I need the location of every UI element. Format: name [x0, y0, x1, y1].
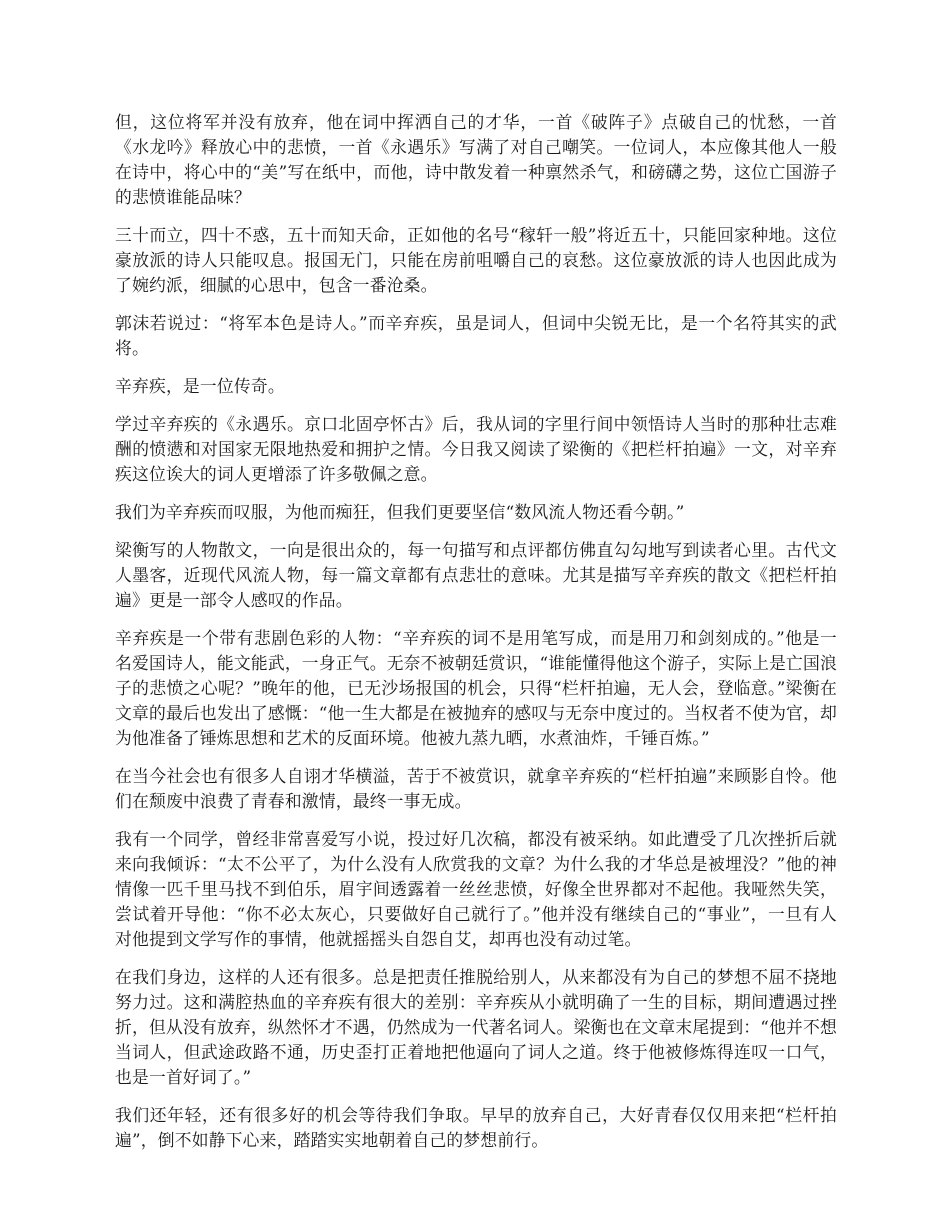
document-body — [115, 110, 837, 1166]
paragraph: 辛弃疾是一个带有悲剧色彩的人物：“辛弃疾的词不是用笔写成，而是用刀和剑刻成的。”他是一名爱国诗人，能文能武，一身正气。无奈不被朝廷赏识，“谁能懂得他这个游子，实际上是亡国浪子的悲愤之心呢？”晚年的他，已无沙场报国的机会，只得“栏杆拍遍，无人会，登临意。”梁衡在文章的最后也发出了感慨：“他一生大都是在被抛弃的感叹与无奈中度过的。当权者不使为官，却为他准备了锤炼思想和艺术的反面环境。他被九蒸九晒，水煮油炸，千锤百炼。” — [115, 628, 837, 748]
paragraph: 我们还年轻，还有很多好的机会等待我们争取。早早的放弃自己，大好青春仅仅用来把“栏杆拍遍”，倒不如静下心来，踏踏实实地朝着自己的梦想前行。 — [115, 1105, 837, 1150]
paragraph: 学过辛弃疾的《永遇乐。京口北固亭怀古》后，我从词的字里行间中领悟诗人当时的那种壮志难酬的愤懑和对国家无限地热爱和拥护之情。今日我又阅读了梁衡的《把栏杆拍遍》一文，对辛弃疾这位诶大的词人更增添了许多敬佩之意。 — [115, 414, 837, 484]
paragraph: 我有一个同学，曾经非常喜爱写小说，投过好几次稿，都没有被采纳。如此遭受了几次挫折后就来向我倾诉：“太不公平了，为什么没有人欣赏我的文章？为什么我的才华总是被埋没？”他的神情像一匹千里马找不到伯乐，眉宇间透露着一丝丝悲愤，好像全世界都对不起他。我哑然失笑，尝试着开导他：“你不必太灰心，只要做好自己就行了。”他并没有继续自己的“事业”，一旦有人对他提到文学写作的事情，他就摇摇头自怨自艾，却再也没有动过笔。 — [115, 829, 837, 949]
paragraph: 辛弃疾，是一位传奇。 — [115, 376, 285, 396]
paragraph: 郭沫若说过：“将军本色是诗人。”而辛弃疾，虽是词人，但词中尖锐无比，是一个名符其实的武将。 — [115, 313, 837, 358]
paragraph: 三十而立，四十不惑，五十而知天命，正如他的名号“稼轩一般”将近五十，只能回家种地。这位豪放派的诗人只能叹息。报国无门，只能在房前咀嚼自己的哀愁。这位豪放派的诗人也因此成为了婉约派，细腻的心思中，包含一番沧桑。 — [115, 225, 837, 295]
paragraph: 在我们身边，这样的人还有很多。总是把责任推脱给别人，从来都没有为自己的梦想不屈不挠地努力过。这和满腔热血的辛弃疾有很大的差别：辛弃疾从小就明确了一生的目标，期间遭遇过挫折，但从没有放弃，纵然怀才不遇，仍然成为一代著名词人。梁衡也在文章末尾提到：“他并不想当词人，但武途政路不通，历史歪打正着地把他逼向了词人之道。终于他被修炼得连叹一口气，也是一首好词了。” — [115, 967, 837, 1087]
paragraph: 梁衡写的人物散文，一向是很出众的，每一句描写和点评都仿佛直勾勾地写到读者心里。古代文人墨客，近现代风流人物，每一篇文章都有点悲壮的意味。尤其是描写辛弃疾的散文《把栏杆拍遍》更是一部令人感叹的作品。 — [115, 540, 837, 610]
paragraph: 我们为辛弃疾而叹服，为他而痴狂，但我们更要坚信“数风流人物还看今朝。” — [115, 502, 685, 522]
paragraph: 但，这位将军并没有放弃，他在词中挥洒自己的才华，一首《破阵子》点破自己的忧愁，一首《水龙吟》释放心中的悲愤，一首《永遇乐》写满了对自己嘲笑。一位词人，本应像其他人一般在诗中，将心中的“美”写在纸中，而他，诗中散发着一种禀然杀气，和磅礴之势，这位亡国游子的悲愤谁能品味？ — [115, 112, 837, 207]
paragraph: 在当今社会也有很多人自诩才华横溢，苦于不被赏识，就拿辛弃疾的“栏杆拍遍”来顾影自怜。他们在颓废中浪费了青春和激情，最终一事无成。 — [115, 766, 837, 811]
